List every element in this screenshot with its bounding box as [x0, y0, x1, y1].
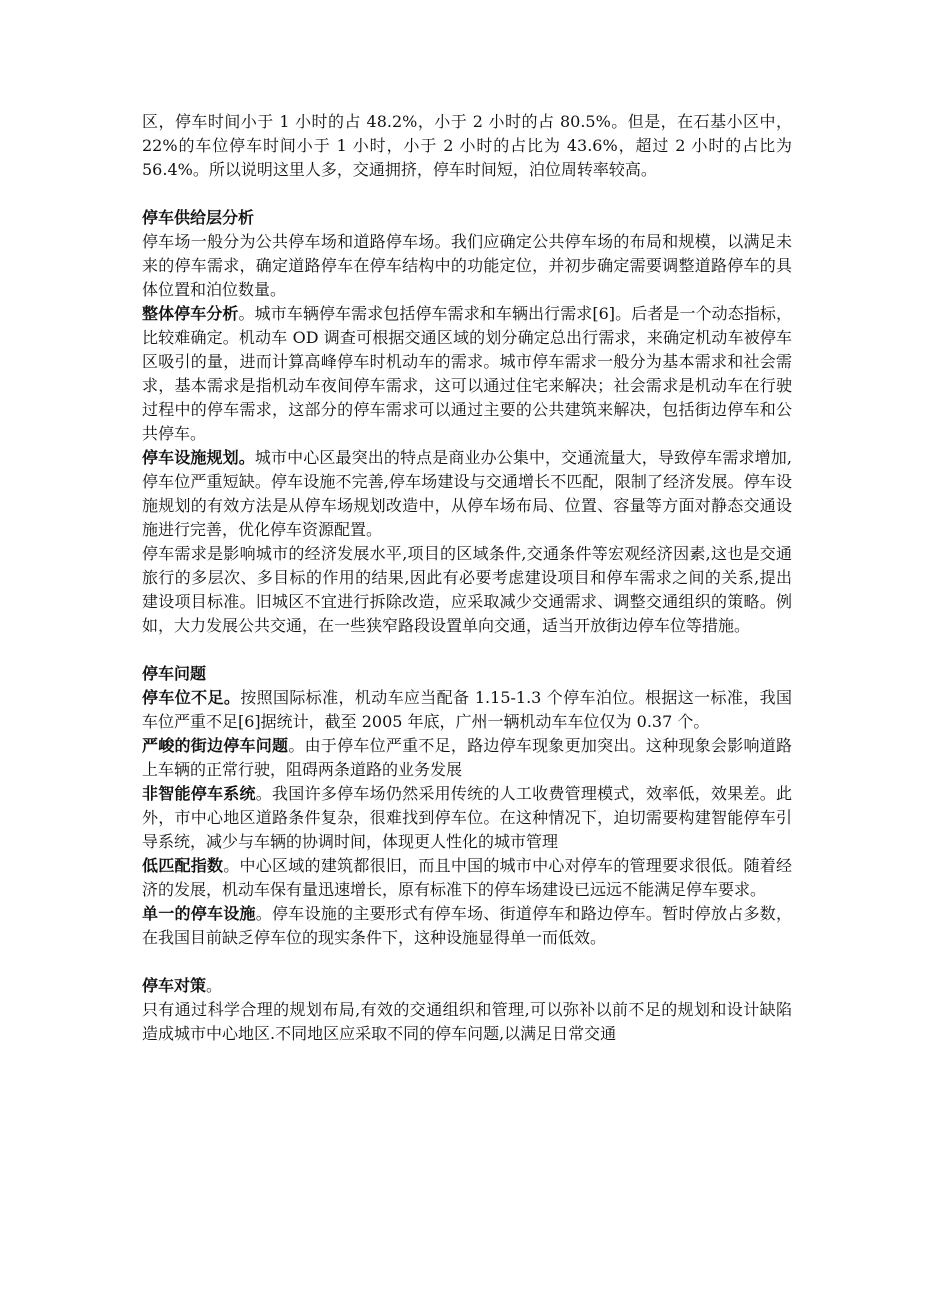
lead-space-shortage: 停车位不足。: [142, 688, 241, 707]
blank-line: [142, 182, 792, 206]
paragraph-supply-analysis: 停车场一般分为公共停车场和道路停车场。我们应确定公共停车场的布局和规模，以满足未来的停车需求，确定道路停车在停车结构中的功能定位，并初步确定需要调整道路停车的具体位置和泊位数量。: [142, 232, 792, 299]
heading-parking-problems: 停车问题: [142, 664, 207, 683]
paragraph-space-shortage: [142, 686, 792, 734]
document-page: [142, 110, 792, 1046]
heading-supply-analysis: 停车供给层分析: [142, 208, 255, 227]
lead-low-match-index: 低匹配指数: [142, 856, 224, 875]
blank-line: [142, 950, 792, 974]
paragraph-overall-analysis: [142, 302, 792, 446]
heading-parking-measures-line: [142, 974, 792, 998]
paragraph-parking-demand: 停车需求是影响城市的经济发展水平,项目的区域条件,交通条件等宏观经济因素,这也是交通旅行的多层次、多目标的作用的结果,因此有必要考虑建设项目和停车需求之间的关系,提出建设项目标准。旧城区不宜进行拆除改造，应采取减少交通需求、调整交通组织的策略。例如，大力发展公共交通，在一些狭窄路段设置单向交通，适当开放街边停车位等措施。: [142, 544, 792, 635]
text-low-match-index: 。中心区域的建筑都很旧，而且中国的城市中心对停车的管理要求很低。随着经济的发展，机动车保有量迅速增长，原有标准下的停车场建设已远远不能满足停车要求。: [142, 856, 792, 899]
heading-parking-measures-punct: 。: [206, 976, 223, 995]
text-overall-analysis: 。城市车辆停车需求包括停车需求和车辆出行需求[6]。后者是一个动态指标，比较难确定。机动车 OD 调查可根据交通区域的划分确定总出行需求，来确定机动车被停车区吸引的量，进而计算高峰停车时机动车的需求。城市停车需求一般分为基本需求和社会需求，基本需求是指机动车夜间停车需求，这可以通过住宅来解决；社会需求是机动车在行驶过程中的停车需求，这部分的停车需求可以通过主要的公共建筑来解决，包括街边停车和公共停车。: [142, 304, 792, 443]
lead-single-facility: 单一的停车设施: [142, 904, 256, 923]
paragraph-non-smart-system: [142, 782, 792, 854]
paragraph-parking-measures: 只有通过科学合理的规划布局,有效的交通组织和管理,可以弥补以前不足的规划和设计缺陷造成城市中心地区.不同地区应采取不同的停车问题,以满足日常交通: [142, 1000, 792, 1043]
lead-overall-analysis: 整体停车分析: [142, 304, 239, 323]
text-street-parking: 。由于停车位严重不足，路边停车现象更加突出。这种现象会影响道路上车辆的正常行驶，阻碍两条道路的业务发展: [142, 736, 792, 779]
text-non-smart-system: 。我国许多停车场仍然采用传统的人工收费管理模式，效率低，效果差。此外，市中心地区道路条件复杂，很难找到停车位。在这种情况下，迫切需要构建智能停车引导系统，减少与车辆的协调时间，体现更人性化的城市管理: [142, 784, 792, 851]
paragraph-low-match-index: [142, 854, 792, 902]
paragraph-facility-planning: [142, 446, 792, 542]
paragraph-street-parking: [142, 734, 792, 782]
paragraph-parking-duration: 区，停车时间小于 1 小时的占 48.2%，小于 2 小时的占 80.5%。但是，在石基小区中，22%的车位停车时间小于 1 小时，小于 2 小时的占比为 43.6%，超过 2 小时的占比为 56.4%。所以说明这里人多，交通拥挤，停车时间短，泊位周转率较高。: [142, 112, 792, 179]
paragraph-single-facility: [142, 902, 792, 950]
blank-line: [142, 638, 792, 662]
text-single-facility: 。停车设施的主要形式有停车场、街道停车和路边停车。暂时停放占多数，在我国目前缺乏停车位的现实条件下，这种设施显得单一而低效。: [142, 904, 792, 947]
heading-parking-measures: 停车对策: [142, 976, 207, 995]
text-space-shortage: 按照国际标准，机动车应当配备 1.15-1.3 个停车泊位。根据这一标准，我国车位严重不足[6]据统计，截至 2005 年底，广州一辆机动车车位仅为 0.37 个。: [142, 688, 792, 731]
lead-facility-planning: 停车设施规划。: [142, 448, 255, 467]
lead-non-smart-system: 非智能停车系统: [142, 784, 256, 803]
lead-street-parking: 严峻的街边停车问题: [142, 736, 289, 755]
text-facility-planning: 城市中心区最突出的特点是商业办公集中，交通流量大，导致停车需求增加,停车位严重短缺。停车设施不完善,停车场建设与交通增长不匹配，限制了经济发展。停车设施规划的有效方法是从停车场规划改造中，从停车场布局、位置、容量等方面对静态交通设施进行完善，优化停车资源配置。: [142, 448, 792, 539]
